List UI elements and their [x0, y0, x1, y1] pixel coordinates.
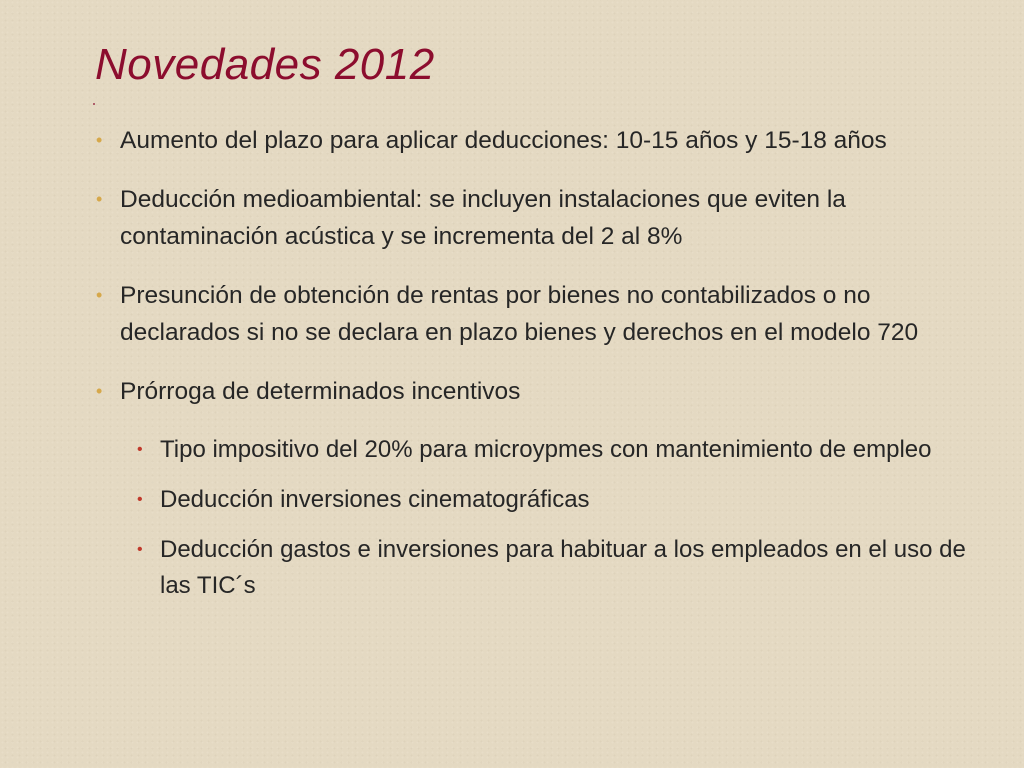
- sub-bullet-item: [96, 432, 996, 468]
- bullet-icon: •: [96, 130, 103, 150]
- bullet-icon: •: [96, 189, 103, 209]
- bullet-item: [96, 181, 996, 255]
- bullet-list: [96, 122, 996, 618]
- bullet-text: Aumento del plazo para aplicar deducciones: 10-15 años y 15-18 años: [120, 127, 887, 154]
- sub-bullet-item: [96, 532, 996, 604]
- sub-bullet-text: Deducción inversiones cinematográficas: [160, 486, 590, 513]
- title-underline-mark: [93, 103, 95, 105]
- sub-bullet-icon: •: [137, 541, 143, 558]
- sub-bullet-icon: •: [137, 491, 143, 508]
- bullet-text: Prórroga de determinados incentivos: [120, 378, 521, 405]
- slide-title: Novedades 2012: [95, 40, 435, 89]
- sub-bullet-icon: •: [137, 441, 143, 458]
- bullet-icon: •: [96, 381, 103, 401]
- bullet-text: Deducción medioambiental: se incluyen instalaciones que eviten la contaminación acústica y se incrementa del 2 al 8%: [120, 186, 846, 250]
- sub-bullet-text: Deducción gastos e inversiones para habituar a los empleados en el uso de las TIC´s: [160, 536, 966, 599]
- bullet-icon: •: [96, 285, 103, 305]
- sub-bullet-text: Tipo impositivo del 20% para microypmes con mantenimiento de empleo: [160, 436, 932, 463]
- bullet-item: [96, 277, 996, 351]
- bullet-text: Presunción de obtención de rentas por bienes no contabilizados o no declarados si no se declara en plazo bienes y derechos en el modelo 720: [120, 282, 919, 346]
- bullet-item: [96, 373, 996, 410]
- sub-bullet-item: [96, 482, 996, 518]
- bullet-item: [96, 122, 996, 159]
